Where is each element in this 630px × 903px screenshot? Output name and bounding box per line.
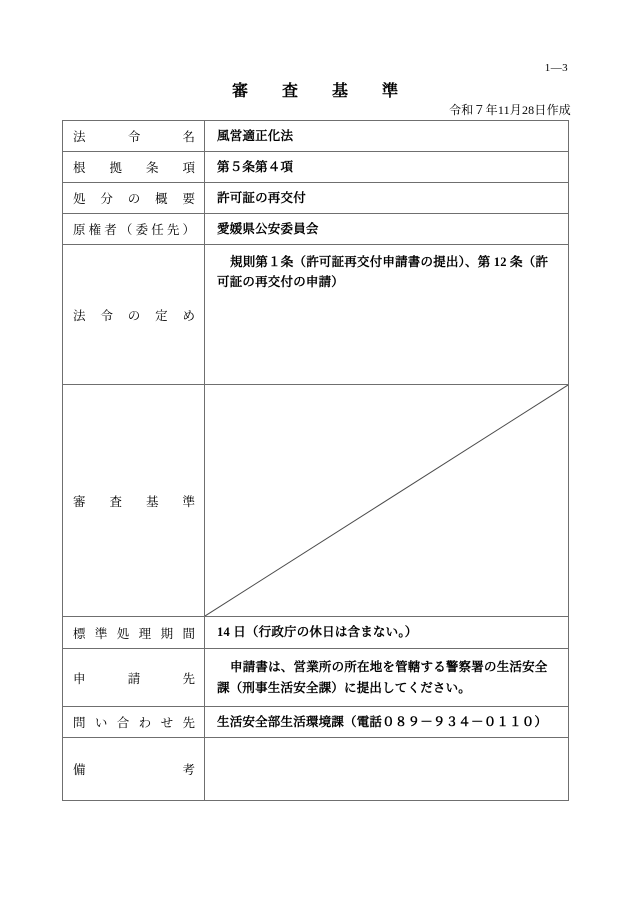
table-row-legal-provisions (63, 245, 569, 385)
value-law-name: 風営適正化法 (217, 128, 294, 143)
table-row-remarks (63, 738, 569, 801)
review-criteria-table (62, 120, 569, 801)
row-value-cell-remarks (205, 738, 569, 801)
label-original-authority: 原 権 者 （ 委 任 先 ） (73, 223, 195, 237)
label-inquiries: 問 い 合 わ せ 先 (73, 716, 195, 730)
row-label-cell-disposition-outline (63, 183, 205, 214)
page-title: 審 査 基 準 (231, 83, 407, 100)
table-row-disposition-outline (63, 183, 569, 214)
row-label-cell-application-to (63, 649, 205, 707)
value-inquiries: 生活安全部生活環境課（電話０８９－９３４－０１１０） (217, 714, 548, 729)
label-legal-provisions: 法 令 の 定 め (73, 308, 195, 323)
row-value-cell-review-criteria (205, 385, 569, 617)
label-disposition-outline: 処 分 の 概 要 (73, 192, 195, 206)
row-label-cell-standard-period (63, 617, 205, 649)
label-standard-period: 標 準 処 理 期 間 (73, 626, 195, 641)
value-legal-provisions: 規則第１条（許可証再交付申請書の提出）、第 12 条（許可証の再交付の申請） (217, 255, 549, 290)
value-original-authority: 愛媛県公安委員会 (217, 221, 319, 236)
label-remarks: 備 考 (73, 763, 195, 777)
row-label-cell-legal-basis (63, 152, 205, 183)
table-row-law-name (63, 121, 569, 152)
row-value-cell-application-to (205, 649, 569, 707)
label-application-to: 申 請 先 (73, 671, 195, 686)
value-legal-basis: 第５条第４項 (217, 159, 294, 174)
table-row-original-authority (63, 214, 569, 245)
row-value-cell-disposition-outline (205, 183, 569, 214)
row-label-cell-original-authority (63, 214, 205, 245)
row-value-cell-original-authority (205, 214, 569, 245)
diagonal-strike-icon (205, 385, 568, 616)
row-label-cell-remarks (63, 738, 205, 801)
table-row-legal-basis (63, 152, 569, 183)
row-value-cell-legal-provisions (205, 245, 569, 385)
row-label-cell-inquiries (63, 707, 205, 738)
creation-date: 令和７年11月28日作成 (449, 103, 571, 117)
value-application-to: 申請書は、営業所の所在地を管轄する警察署の生活安全課（刑事生活安全課）に提出してください。 (217, 660, 548, 695)
row-label-cell-legal-provisions (63, 245, 205, 385)
row-value-cell-standard-period (205, 617, 569, 649)
row-label-cell-law-name (63, 121, 205, 152)
table-row-inquiries (63, 707, 569, 738)
row-value-cell-inquiries (205, 707, 569, 738)
label-legal-basis: 根 拠 条 項 (73, 161, 195, 175)
row-value-cell-law-name (205, 121, 569, 152)
page-number: 1—3 (544, 62, 568, 74)
label-review-criteria: 審 査 基 準 (73, 494, 195, 509)
row-label-cell-review-criteria (63, 385, 205, 617)
row-value-cell-legal-basis (205, 152, 569, 183)
label-law-name: 法 令 名 (73, 130, 195, 144)
value-standard-period: 14 日（行政庁の休日は含まない。） (217, 625, 418, 640)
table-row-review-criteria (63, 385, 569, 617)
value-disposition-outline: 許可証の再交付 (217, 190, 306, 205)
table-row-standard-period (63, 617, 569, 649)
table-row-application-to (63, 649, 569, 707)
